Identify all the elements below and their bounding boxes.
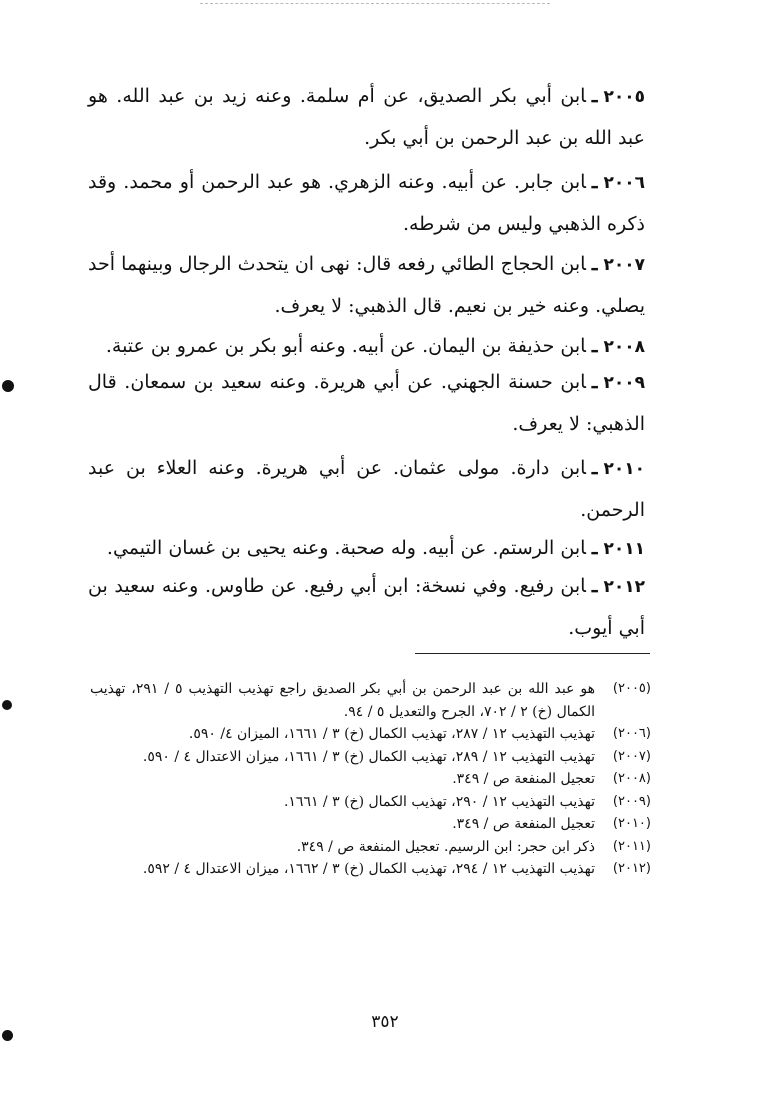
footnote-2008 — [90, 768, 651, 791]
entry-number: ٢٠١٠ — [603, 459, 645, 479]
footnote-2007 — [90, 746, 651, 769]
entry-number: ٢٠٠٥ — [603, 87, 645, 107]
footnote-2010 — [90, 813, 651, 836]
entry-dash: ـ — [591, 85, 598, 107]
entry-dash: ـ — [591, 575, 598, 597]
entry-text: ابن الحجاج الطائي رفعه قال: نهى ان يتحدث الرجال وبينهما أحد يصلي. وعنه خير بن نعيم. قال الذهبي: لا يعرف. — [88, 253, 645, 317]
footnote-number: (٢٠٠٦) — [612, 726, 651, 741]
footnote-text: تهذيب التهذيب ١٢ / ٢٨٩، تهذيب الكمال (خ) ٣ / ١٦٦١، ميزان الاعتدال ٤ / ٥٩٠. — [142, 748, 595, 765]
entry-2005 — [88, 76, 645, 162]
entry-dash: ـ — [591, 253, 598, 275]
footnote-text: تهذيب التهذيب ١٢ / ٢٨٧، تهذيب الكمال (خ) ٣ / ١٦٦١، الميزان ٤/ ٥٩٠. — [188, 726, 595, 742]
entry-number: ٢٠١٢ — [603, 577, 645, 597]
entry-text: ابن جابر. عن أبيه. وعنه الزهري. هو عبد الرحمن أو محمد. وقد ذكره الذهبي وليس من شرطه. — [88, 171, 645, 235]
entry-dash: ـ — [591, 457, 598, 479]
entry-dash: ـ — [591, 537, 598, 559]
footnote-2005 — [90, 678, 651, 723]
footnote-number: (٢٠٠٩) — [612, 793, 651, 809]
entry-2012 — [88, 566, 645, 646]
entry-number: ٢٠٠٧ — [603, 255, 645, 275]
entry-2011 — [88, 528, 645, 566]
footnote-2006 — [90, 723, 651, 746]
footnote-2012 — [90, 858, 651, 881]
scan-mark — [2, 700, 12, 710]
footnotes — [90, 678, 651, 881]
footnote-text: هو عبد الله بن عبد الرحمن بن أبي بكر الصديق راجع تهذيب التهذيب ٥ / ٢٩١، تهذيب الكمال (خ) ٢ / ٧٠٢، الجرح والتعديل ٥ / ٩٤. — [90, 681, 595, 720]
entry-number: ٢٠١١ — [603, 539, 645, 559]
footnote-number: (٢٠١٢) — [612, 861, 651, 876]
entry-number: ٢٠٠٨ — [603, 337, 645, 357]
footnote-2011 — [90, 836, 651, 859]
entry-2009 — [88, 362, 645, 448]
entry-dash: ـ — [591, 371, 598, 393]
entry-2007 — [88, 244, 645, 326]
footnote-separator — [415, 653, 650, 654]
entry-text: ابن دارة. مولى عثمان. عن أبي هريرة. وعنه العلاء بن عبد الرحمن. — [88, 457, 645, 521]
footnote-text: تعجيل المنفعة ص / ٣٤٩. — [452, 816, 595, 832]
entry-2008 — [88, 326, 645, 362]
footnote-number: (٢٠٠٥) — [612, 681, 651, 696]
page-number: ٣٥٢ — [371, 1012, 399, 1032]
entry-text: ابن أبي بكر الصديق، عن أم سلمة. وعنه زيد بن عبد الله. هو عبد الله بن عبد الرحمن بن أبي بكر. — [88, 85, 645, 149]
entry-text: ابن حسنة الجهني. عن أبي هريرة. وعنه سعيد بن سمعان. قال الذهبي: لا يعرف. — [88, 371, 645, 435]
scan-top-edge — [200, 3, 550, 4]
footnote-number: (٢٠٠٨) — [612, 771, 651, 786]
entry-text: ابن حذيفة بن اليمان. عن أبيه. وعنه أبو بكر بن عمرو بن عتبة. — [105, 335, 586, 357]
footnote-text: ذكر ابن حجر: ابن الرسيم. تعجيل المنفعة ص / ٣٤٩. — [296, 838, 595, 855]
footnote-2009 — [90, 791, 651, 814]
footnote-text: تعجيل المنفعة ص / ٣٤٩. — [452, 771, 595, 787]
entry-number: ٢٠٠٦ — [603, 173, 645, 193]
entry-text: ابن رفيع. وفي نسخة: ابن أبي رفيع. عن طاوس. وعنه سعيد بن أبي أيوب. — [88, 575, 645, 639]
footnote-text: تهذيب التهذيب ١٢ / ٢٩٤، تهذيب الكمال (خ) ٣ / ١٦٦٢، ميزان الاعتدال ٤ / ٥٩٢. — [142, 861, 595, 877]
entry-text: ابن الرستم. عن أبيه. وله صحبة. وعنه يحيى بن غسان التيمي. — [106, 537, 586, 559]
entry-2006 — [88, 162, 645, 244]
entry-number: ٢٠٠٩ — [603, 373, 645, 393]
scan-mark — [2, 1030, 13, 1041]
entry-dash: ـ — [591, 335, 598, 357]
entry-dash: ـ — [591, 171, 598, 193]
main-entries — [88, 76, 645, 646]
scan-mark — [2, 380, 14, 392]
entry-2010 — [88, 448, 645, 528]
footnote-number: (٢٠٠٧) — [612, 748, 651, 764]
footnote-number: (٢٠١٠) — [612, 816, 651, 831]
footnote-text: تهذيب التهذيب ١٢ / ٢٩٠، تهذيب الكمال (خ) ٣ / ١٦٦١. — [283, 793, 595, 810]
footnote-number: (٢٠١١) — [612, 838, 651, 854]
